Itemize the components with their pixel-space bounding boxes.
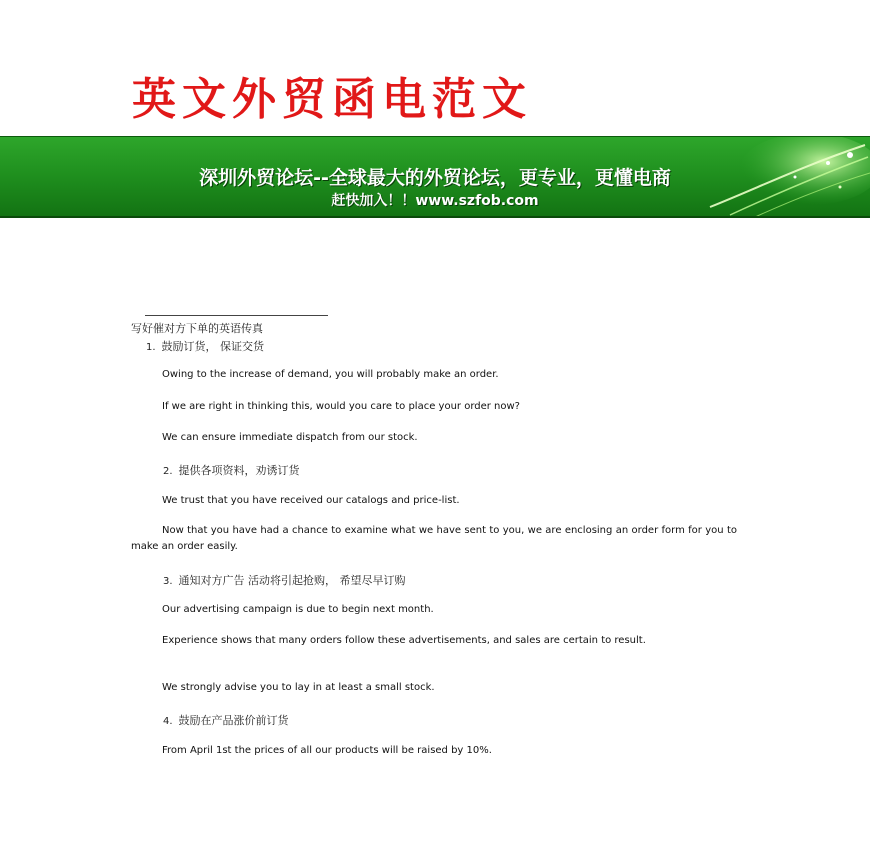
page-title: 英文外贸函电范文 [132,74,532,125]
section-heading-3 [163,572,406,588]
paragraph: From April 1st the prices of all our products will be raised by 10%. [162,745,492,756]
paragraph: Now that you have had a chance to examine what we have sent to you, we are enclosing an order form for you to make an order easily. [131,525,737,552]
paragraph: Our advertising campaign is due to begin next month. [162,604,434,615]
forum-banner[interactable] [0,136,870,218]
section-number: 2. [163,466,173,477]
section-number: 3. [163,576,173,587]
section-heading-text: 提供各项资料，劝诱订货 [178,464,300,477]
section-heading-text: 鼓励订货， 保证交货 [161,340,265,353]
section-heading-4 [163,712,289,728]
banner-link[interactable]: 赶快加入！！www.szfob.com [331,193,539,209]
section-heading-1 [146,338,264,354]
paragraph: Experience shows that many orders follow these advertisements, and sales are certain to result. [162,635,646,646]
section-heading-text: 通知对方广告 活动将引起抢购， 希望尽早订购 [178,574,406,587]
section-heading-text: 鼓励在产品涨价前订货 [178,714,289,727]
paragraph: We can ensure immediate dispatch from our stock. [162,432,418,443]
paragraph: Owing to the increase of demand, you will probably make an order. [162,369,499,380]
paragraph: If we are right in thinking this, would you care to place your order now? [162,401,520,412]
paragraph: We trust that you have received our catalogs and price-list. [162,495,460,506]
document-title: 写好催对方下单的英语传真 [131,322,263,335]
section-number: 4. [163,716,173,727]
section-heading-2 [163,462,300,478]
paragraph: We strongly advise you to lay in at least a small stock. [162,682,435,693]
title-rule [145,315,328,316]
banner-headline: 深圳外贸论坛--全球最大的外贸论坛，更专业，更懂电商 [199,167,671,189]
section-number: 1. [146,342,156,353]
